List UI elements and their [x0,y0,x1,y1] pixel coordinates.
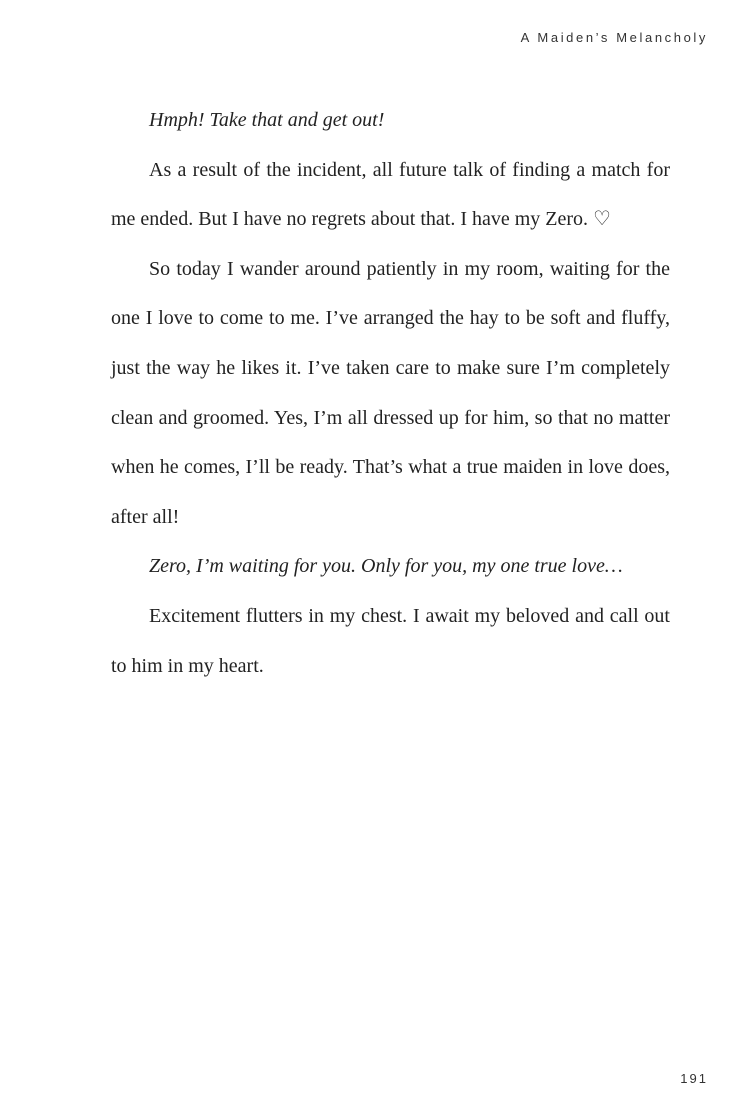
paragraph-waiting-room: So today I wander around patiently in my room, waiting for the one I love to come to me. I’ve arranged the hay to be soft and fluffy, just the way he likes it. I’ve taken care to make sure I’m completely clean and groomed. Yes, I’m all dressed up for him, so that no matter when he comes, I’ll be ready. That’s what a true maiden in love does, after all! [111,257,670,528]
paragraph-italic-hmph: Hmph! Take that and get out! [149,109,385,131]
paragraph-excitement: Excitement flutters in my chest. I await my beloved and call out to him in my heart. [111,604,670,677]
page-body [111,96,670,691]
paragraph-italic-zero: Zero, I’m waiting for you. Only for you, my one true love… [149,555,623,578]
running-header: A Maiden’s Melancholy [520,30,708,45]
page-number: 191 [680,1071,708,1086]
paragraph-match-ended: As a result of the incident, all future talk of finding a match for me ended. But I have no regrets about that. I have my Zero. ♡ [111,158,670,231]
